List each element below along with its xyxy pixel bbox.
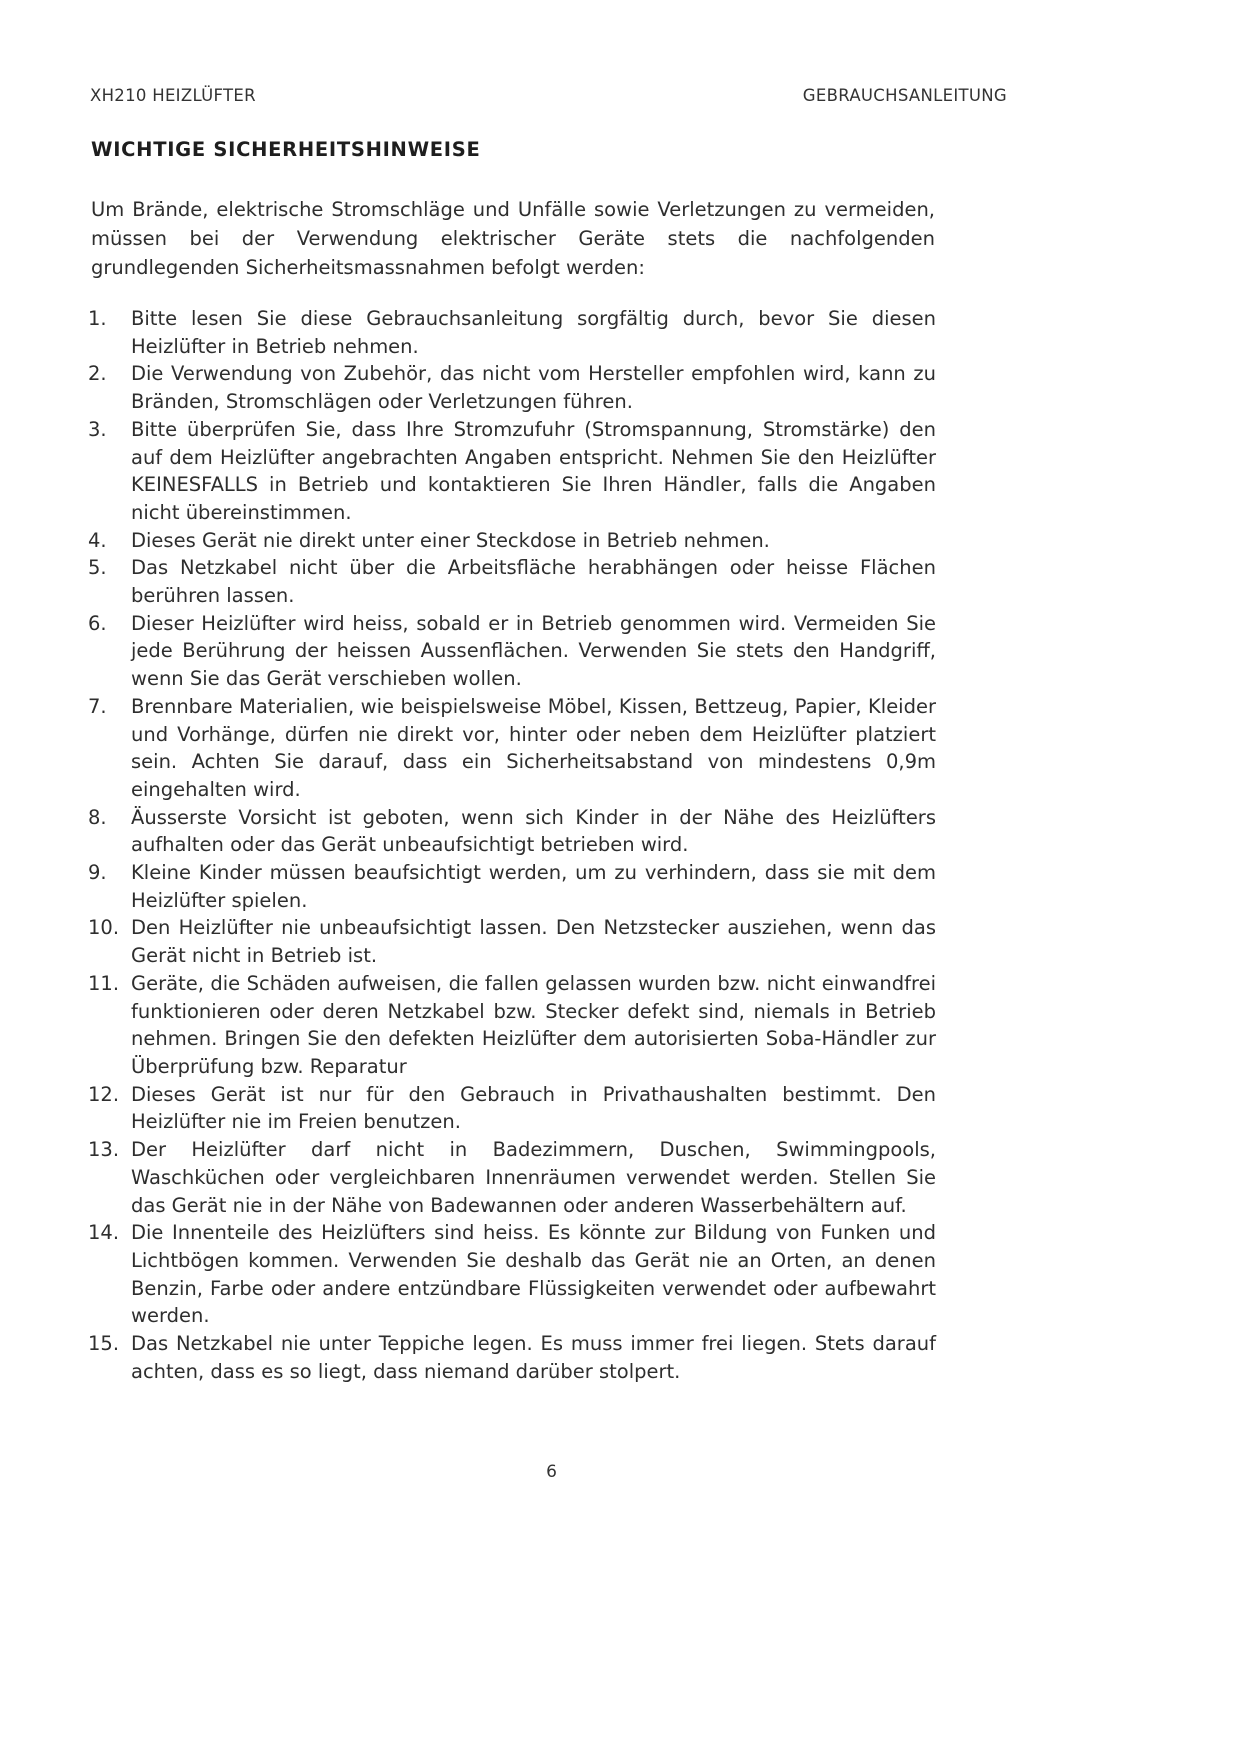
header-product-name: XH210 HEIZLÜFTER [90,86,256,105]
safety-instruction-item [88,693,936,804]
item-number: 5. [88,556,107,580]
page-number: 6 [546,1462,557,1482]
safety-instruction-item [88,804,936,859]
item-number: 3. [88,417,107,441]
safety-instruction-item [88,970,936,1081]
item-text: Die Verwendung von Zubehör, das nicht vom Hersteller empfohlen wird, kann zu Bränden, Stromschlägen oder Verletzungen führen. [131,362,936,414]
item-text: Die Innenteile des Heizlüfters sind heiss. Es könnte zur Bildung von Funken und Lichtbögen kommen. Verwenden Sie deshalb das Gerät nie an Orten, an denen Benzin, Farbe oder andere entzündbare Flüssigkeiten verwendet oder aufbewahrt werden. [131,1221,936,1328]
safety-instruction-item [88,360,936,415]
safety-instruction-item [88,1219,936,1330]
safety-instruction-item [88,914,936,969]
safety-instruction-item [88,416,936,527]
section-title: WICHTIGE SICHERHEITSHINWEISE [91,138,481,161]
item-number: 4. [88,528,107,552]
item-number: 9. [88,861,107,885]
safety-instruction-item [88,859,936,914]
item-number: 6. [88,611,107,635]
item-text: Das Netzkabel nicht über die Arbeitsfläche herabhängen oder heisse Flächen berühren lassen. [131,556,936,608]
item-number: 13. [88,1138,120,1162]
item-number: 14. [88,1221,120,1245]
item-text: Bitte lesen Sie diese Gebrauchsanleitung sorgfältig durch, bevor Sie diesen Heizlüfter in Betrieb nehmen. [131,307,936,358]
item-number: 11. [88,971,120,995]
safety-instruction-item [88,610,936,693]
safety-instruction-item [88,1081,936,1136]
item-text: Äusserste Vorsicht ist geboten, wenn sich Kinder in der Nähe des Heizlüfters aufhalten oder das Gerät unbeaufsichtigt betrieben wird. [131,805,936,857]
item-text: Dieser Heizlüfter wird heiss, sobald er in Betrieb genommen wird. Vermeiden Sie jede Berührung der heissen Aussenflächen. Verwenden Sie stets den Handgriff, wenn Sie das Gerät verschieben wollen. [131,611,936,691]
item-number: 15. [88,1332,120,1356]
item-text: Der Heizlüfter darf nicht in Badezimmern, Duschen, Swimmingpools, Waschküchen oder vergleichbaren Innenräumen verwendet werden. Stellen Sie das Gerät nie in der Nähe von Badewannen oder anderen Wasserbehältern auf. [131,1138,936,1217]
safety-instructions-list [88,305,936,1385]
item-text: Bitte überprüfen Sie, dass Ihre Stromzufuhr (Stromspannung, Stromstärke) den auf dem Heizlüfter angebrachten Angaben entspricht. Nehmen Sie den Heizlüfter KEINESFALLS in Betrieb und kontaktieren Sie Ihren Händler, falls die Angaben nicht übereinstimmen. [131,417,936,524]
item-text: Den Heizlüfter nie unbeaufsichtigt lassen. Den Netzstecker ausziehen, wenn das Gerät nicht in Betrieb ist. [131,916,936,968]
safety-instruction-item [88,527,936,555]
item-text: Kleine Kinder müssen beaufsichtigt werden, um zu verhindern, dass sie mit dem Heizlüfter spielen. [131,861,936,912]
item-number: 10. [88,916,120,940]
safety-instruction-item [88,1136,936,1219]
item-text: Dieses Gerät nie direkt unter einer Steckdose in Betrieb nehmen. [131,528,770,552]
item-number: 2. [88,362,107,386]
item-number: 1. [88,307,107,330]
item-number: 12. [88,1082,120,1106]
item-text: Geräte, die Schäden aufweisen, die fallen gelassen wurden bzw. nicht einwandfrei funktionieren oder deren Netzkabel bzw. Stecker defekt sind, niemals in Betrieb nehmen. Bringen Sie den defekten Heizlüfter dem autorisierten Soba-Händler zur Überprüfung bzw. Reparatur [131,971,936,1078]
item-text: Dieses Gerät ist nur für den Gebrauch in Privathaushalten bestimmt. Den Heizlüfter nie im Freien benutzen. [131,1082,936,1134]
safety-instruction-item [88,554,936,609]
safety-instruction-item [88,1330,936,1385]
header-document-type: GEBRAUCHSANLEITUNG [802,86,1007,105]
intro-paragraph: Um Brände, elektrische Stromschläge und Unfälle sowie Verletzungen zu vermeiden, müssen bei der Verwendung elektrischer Geräte stets die nachfolgenden grundlegenden Sicherheitsmassnahmen befolgt werden: [91,198,935,279]
safety-instruction-item [88,305,936,360]
item-number: 8. [88,805,107,829]
item-number: 7. [88,694,107,718]
item-text: Brennbare Materialien, wie beispielsweise Möbel, Kissen, Bettzeug, Papier, Kleider und Vorhänge, dürfen nie direkt vor, hinter oder neben dem Heizlüfter platziert sein. Achten Sie darauf, dass ein Sicherheitsabstand von mindestens 0,9m eingehalten wird. [131,694,936,801]
item-text: Das Netzkabel nie unter Teppiche legen. Es muss immer frei liegen. Stets darauf achten, dass es so liegt, dass niemand darüber stolpert. [131,1332,936,1383]
